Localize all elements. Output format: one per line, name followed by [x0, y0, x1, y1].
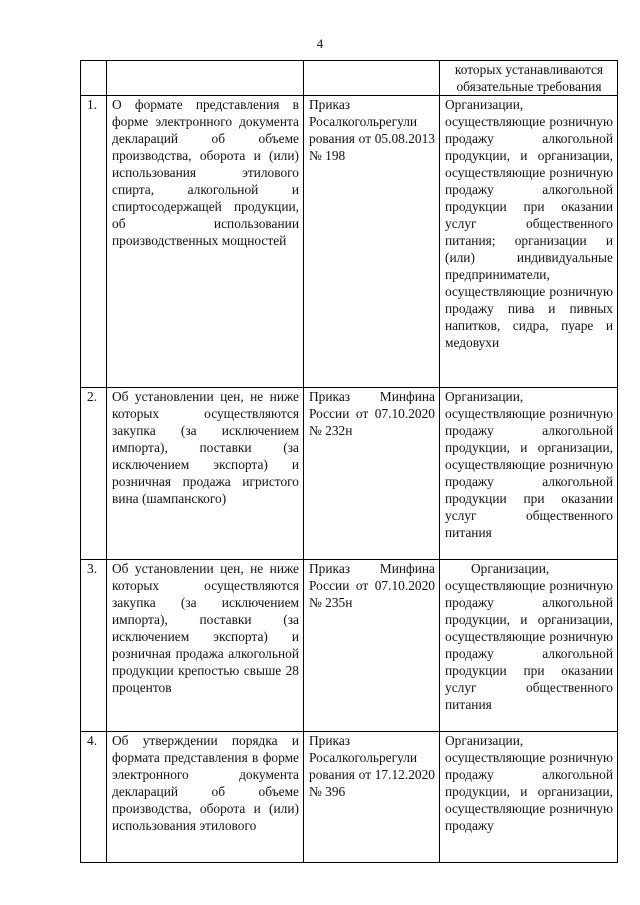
- cell-number: [81, 61, 107, 96]
- row-number: 4.: [81, 732, 107, 863]
- row-number: 1.: [81, 96, 107, 388]
- row-subjects: Организации, осуществляющие розничную продажу алкогольной продукции, и организации, осуществляющие розничную продажу алкогольной продукции при оказании услуг общественного питания: [440, 388, 618, 560]
- cell-subjects: [440, 61, 618, 96]
- row-number: 3.: [81, 560, 107, 732]
- row-subjects: Организации, осуществляющие розничную продажу алкогольной продукции, и организации, осуществляющие розничную продажу алкогольной продукции при оказании услуг общественного питания; организации и (или) индивидуальные предприниматели, осуществляющие розничную продажу пива и пивных напитков, сидра, пуаре и медовухи: [440, 96, 618, 388]
- table-row: [81, 560, 618, 732]
- row-title: Об установлении цен, не ниже которых осуществляются закупка (за исключением импорта), поставки (за исключением экспорта) и розничная продажа игристого вина (шампанского): [107, 388, 304, 560]
- table-row-continuation: [81, 61, 618, 96]
- row-title: О формате представления в форме электронного документа деклараций об объеме производства, оборота и (или) использования этилового спирта, алкогольной и спиртосодержащей продукции, об использовании производственных мощностей: [107, 96, 304, 388]
- regulations-table: [80, 60, 618, 863]
- table-row: [81, 388, 618, 560]
- table-row: [81, 96, 618, 388]
- subjects-text: которых устанавливаются обязательные требования: [454, 62, 604, 94]
- cell-title: [107, 61, 304, 96]
- row-subjects: [440, 732, 618, 863]
- page-number: 4: [316, 36, 324, 51]
- table-row: [81, 732, 618, 863]
- row-title: Об установлении цен, не ниже которых осуществляются закупка (за исключением импорта), поставки (за исключением экспорта) и розничная продажа алкогольной продукции крепостью свыше 28 процентов: [107, 560, 304, 732]
- row-act: Приказ Росалкогольрегули рования от 05.08.2013 № 198: [304, 96, 440, 388]
- row-title-text: Об утверждении порядка и формата представления в форме электронного документа деклараций об объеме производства, оборота и (или) использования этилового: [112, 733, 299, 833]
- row-act: Приказ Минфина России от 07.10.2020 № 232н: [304, 388, 440, 560]
- row-act: Приказ Росалкогольрегули рования от 17.12.2020 № 396: [304, 732, 440, 863]
- row-subjects-text: Организации, осуществляющие розничную продажу алкогольной продукции, и организации, осуществляющие розничную продажу: [445, 733, 613, 833]
- cell-act: [304, 61, 440, 96]
- row-subjects: Организации, осуществляющие розничную продажу алкогольной продукции, и организации, осуществляющие розничную продажу алкогольной продукции при оказании услуг общественного питания: [440, 560, 618, 732]
- row-title: [107, 732, 304, 863]
- row-number: 2.: [81, 388, 107, 560]
- row-act: Приказ Минфина России от 07.10.2020 № 235н: [304, 560, 440, 732]
